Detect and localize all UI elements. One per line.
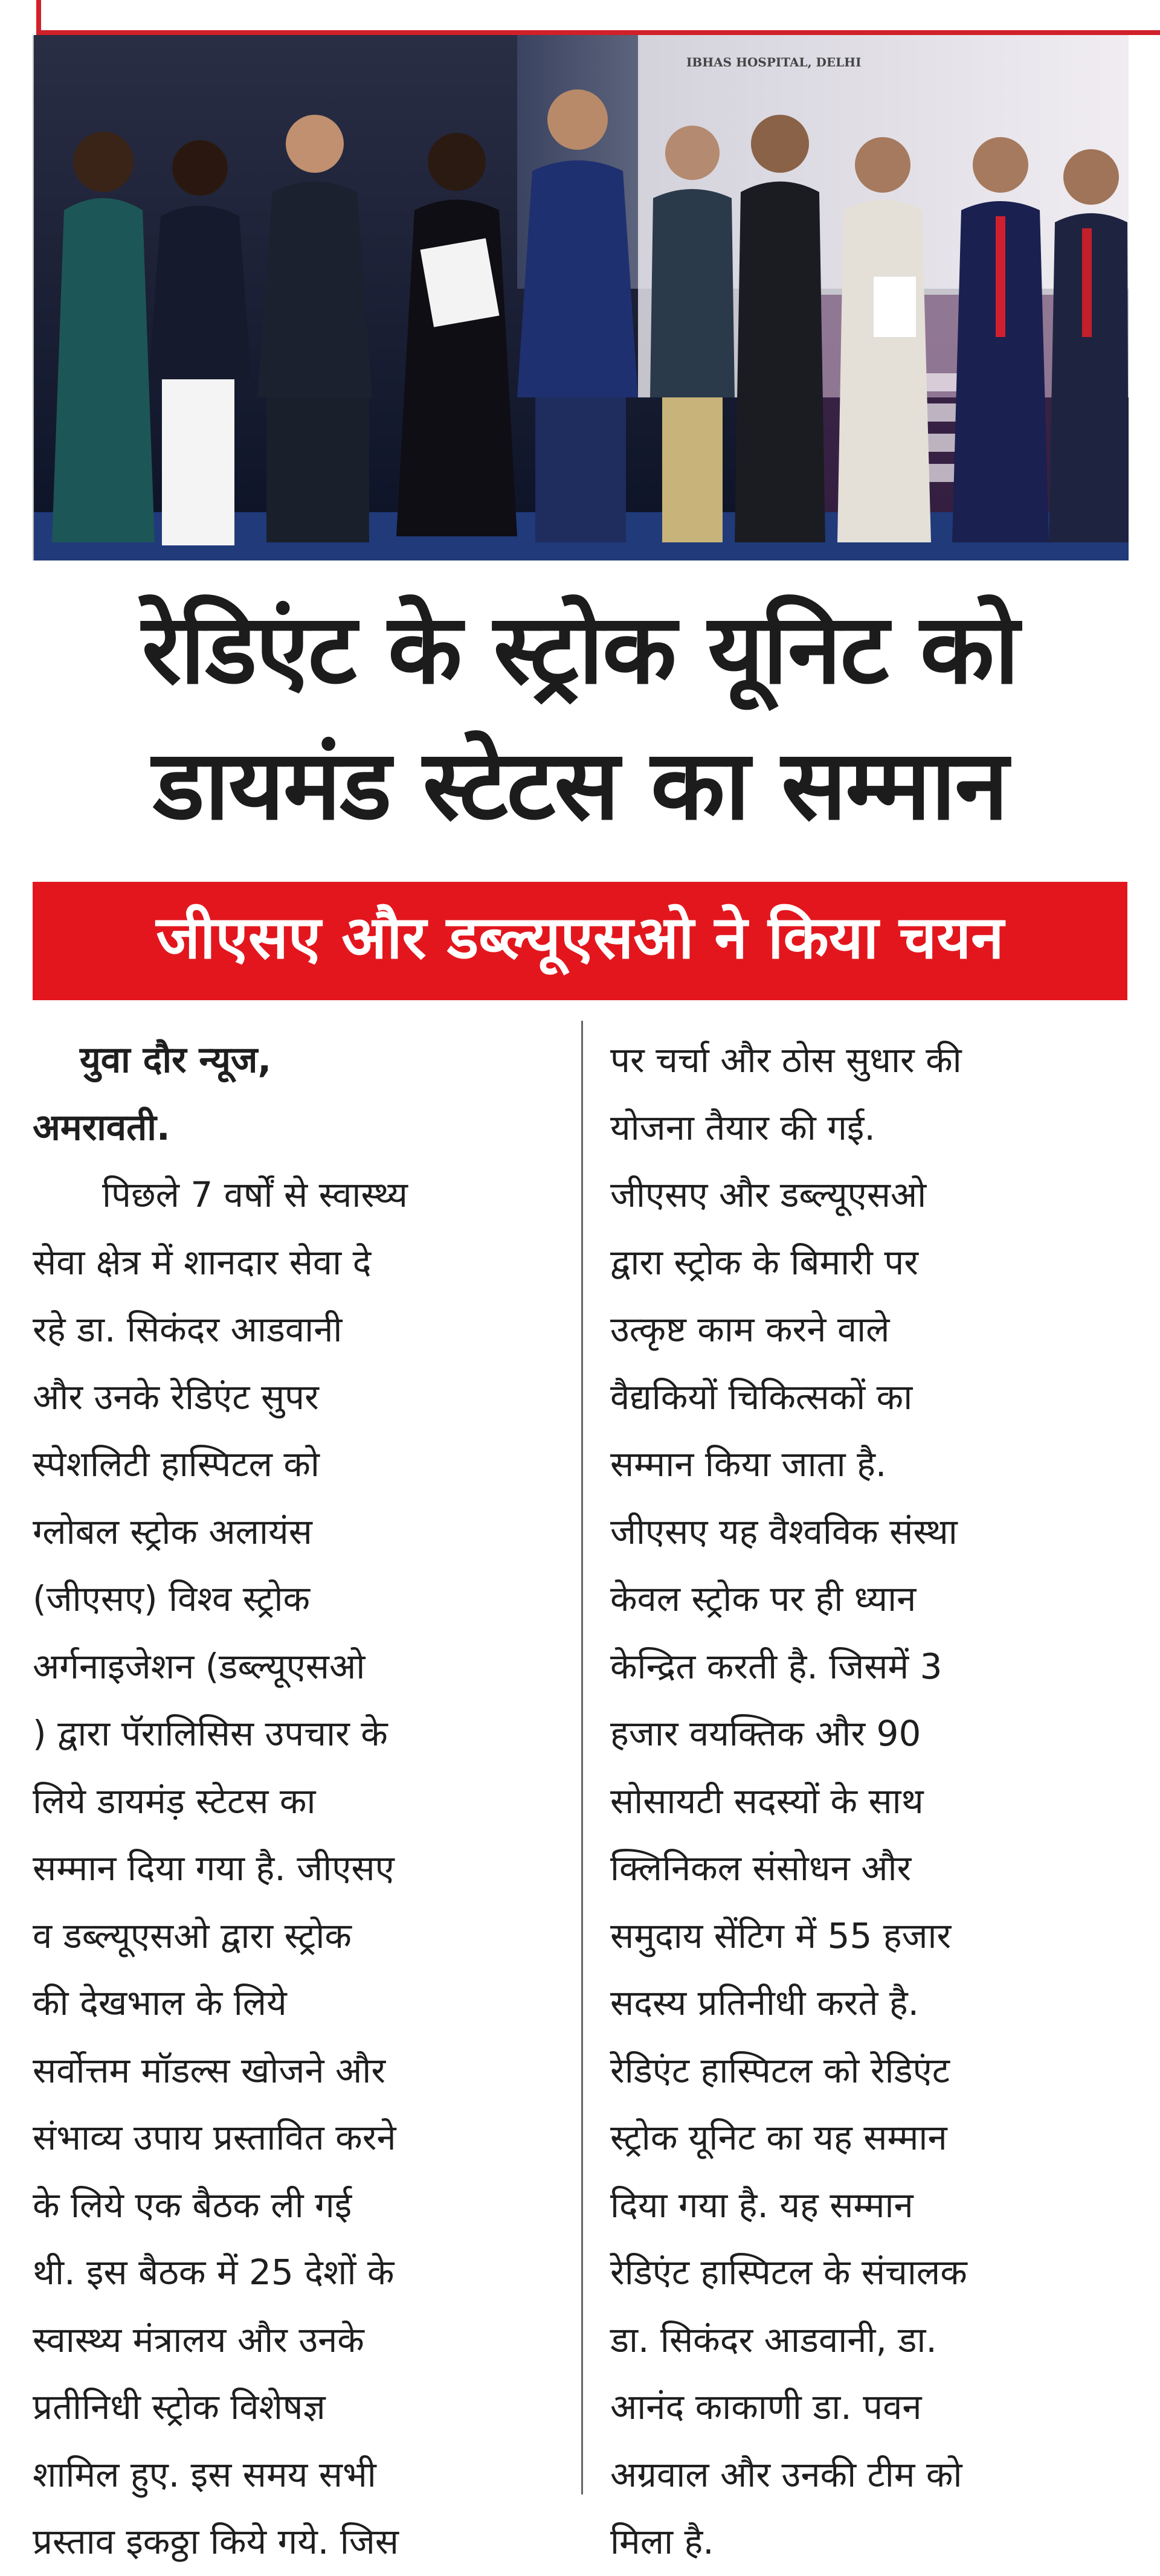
- text-line: प्रस्ताव इकठ्ठा किये गये. जिस: [33, 2521, 399, 2562]
- text-line: लिये डायमंड़ स्टेटस का: [33, 1780, 316, 1822]
- text-line: दिया गया है. यह सम्मान: [610, 2184, 914, 2226]
- top-frame-border: [36, 0, 1160, 35]
- text-line: स्पेशलिटी हास्पिटल को: [33, 1444, 320, 1485]
- text-line: डा. सिकंदर आडवानी, डा.: [610, 2319, 937, 2360]
- text-line: उत्कृष्ट काम करने वाले: [610, 1309, 890, 1350]
- text-line: अर्गनाइजेशन (डब्ल्यूएसओ: [33, 1645, 366, 1687]
- text-line: रेडिएंट हास्पिटल के संचालक: [610, 2252, 967, 2293]
- text-line: रेडिएंट हास्पिटल को रेडिएंट: [610, 2049, 950, 2091]
- byline-source: युवा दौर न्यूज,: [80, 1039, 272, 1081]
- text-line: समुदाय सेंटिग में 55 हजार: [610, 1915, 952, 1956]
- text-line: योजना तैयार की गई.: [610, 1107, 875, 1148]
- award-ceremony-photo: [33, 35, 1129, 560]
- text-line: क्लिनिकल संसोधन और: [610, 1848, 912, 1889]
- text-line: सोसायटी सदस्यों के साथ: [610, 1780, 924, 1822]
- text-line: स्वास्थ्य मंत्रालय और उनके: [33, 2319, 364, 2360]
- text-line: (जीएसए) विश्व स्ट्रोक: [33, 1578, 311, 1619]
- text-line: सर्वोत्तम मॉडल्स खोजने और: [33, 2049, 386, 2091]
- text-line: और उनके रेडिएंट सुपर: [33, 1376, 319, 1418]
- text-line: के लिये एक बैठक ली गई: [33, 2184, 352, 2226]
- article-column-left: [33, 1027, 558, 2576]
- text-line: स्ट्रोक यूनिट का यह सम्मान: [610, 2117, 947, 2158]
- text-line: केन्द्रित करती है. जिसमें 3: [610, 1645, 942, 1687]
- text-line: सम्मान किया जाता है.: [610, 1444, 887, 1485]
- text-line: मिला है.: [610, 2521, 714, 2562]
- article-column-right: [610, 1027, 1136, 2576]
- text-line: प्रतीनिधी स्ट्रोक विशेषज्ञ: [33, 2386, 326, 2427]
- text-line: थी. इस बैठक में 25 देशों के: [33, 2252, 395, 2293]
- text-line: की देखभाल के लिये: [33, 1982, 287, 2023]
- text-line: रहे डा. सिकंदर आडवानी: [33, 1309, 343, 1350]
- text-line: पर चर्चा और ठोस सुधार की: [610, 1039, 962, 1081]
- text-line: ग्लोबल स्ट्रोक अलायंस: [33, 1511, 312, 1552]
- text-line: जीएसए और डब्ल्यूएसओ: [610, 1174, 927, 1215]
- headline-line-2: डायमंड स्टेटस का सम्मान: [152, 728, 1008, 841]
- subheadline-banner: [33, 882, 1127, 1000]
- text-line: सम्मान दिया गया है. जीएसए: [33, 1848, 395, 1889]
- text-line: हजार वयक्तिक और 90: [610, 1713, 921, 1754]
- photo-illustration: [34, 35, 1129, 560]
- text-line: जीएसए यह वैश्वविक संस्था: [610, 1511, 958, 1552]
- text-line: सदस्य प्रतिनीधी करते है.: [610, 1982, 920, 2023]
- text-line: द्वारा स्ट्रोक के बिमारी पर: [610, 1241, 919, 1283]
- text-line: आनंद काकाणी डा. पवन: [610, 2386, 922, 2427]
- byline-city: अमरावती.: [33, 1106, 170, 1149]
- text-line: व डब्ल्यूएसओ द्वारा स्ट्रोक: [33, 1915, 352, 1956]
- text-line: शामिल हुए. इस समय सभी: [33, 2453, 376, 2495]
- backdrop-text: IBHAS HOSPITAL, DELHI: [686, 55, 862, 69]
- column-divider: [581, 1021, 583, 2494]
- subheadline: जीएसए और डब्ल्यूएसओ ने किया चयन: [156, 904, 1004, 972]
- text-line: ) द्वारा पॅरालिसिस उपचार के: [33, 1713, 388, 1754]
- text-line: सेवा क्षेत्र में शानदार सेवा दे: [33, 1241, 372, 1283]
- text-line: पिछले 7 वर्षों से स्वास्थ्य: [102, 1174, 408, 1215]
- text-line: संभाव्य उपाय प्रस्तावित करने: [33, 2117, 396, 2158]
- text-line: केवल स्ट्रोक पर ही ध्यान: [610, 1578, 917, 1619]
- headline-line-1: रेडिएंट के स्ट्रोक यूनिट को: [141, 593, 1019, 705]
- text-line: वैद्यकियों चिकित्सकों का: [610, 1376, 913, 1418]
- text-line: अग्रवाल और उनकी टीम को: [610, 2453, 962, 2495]
